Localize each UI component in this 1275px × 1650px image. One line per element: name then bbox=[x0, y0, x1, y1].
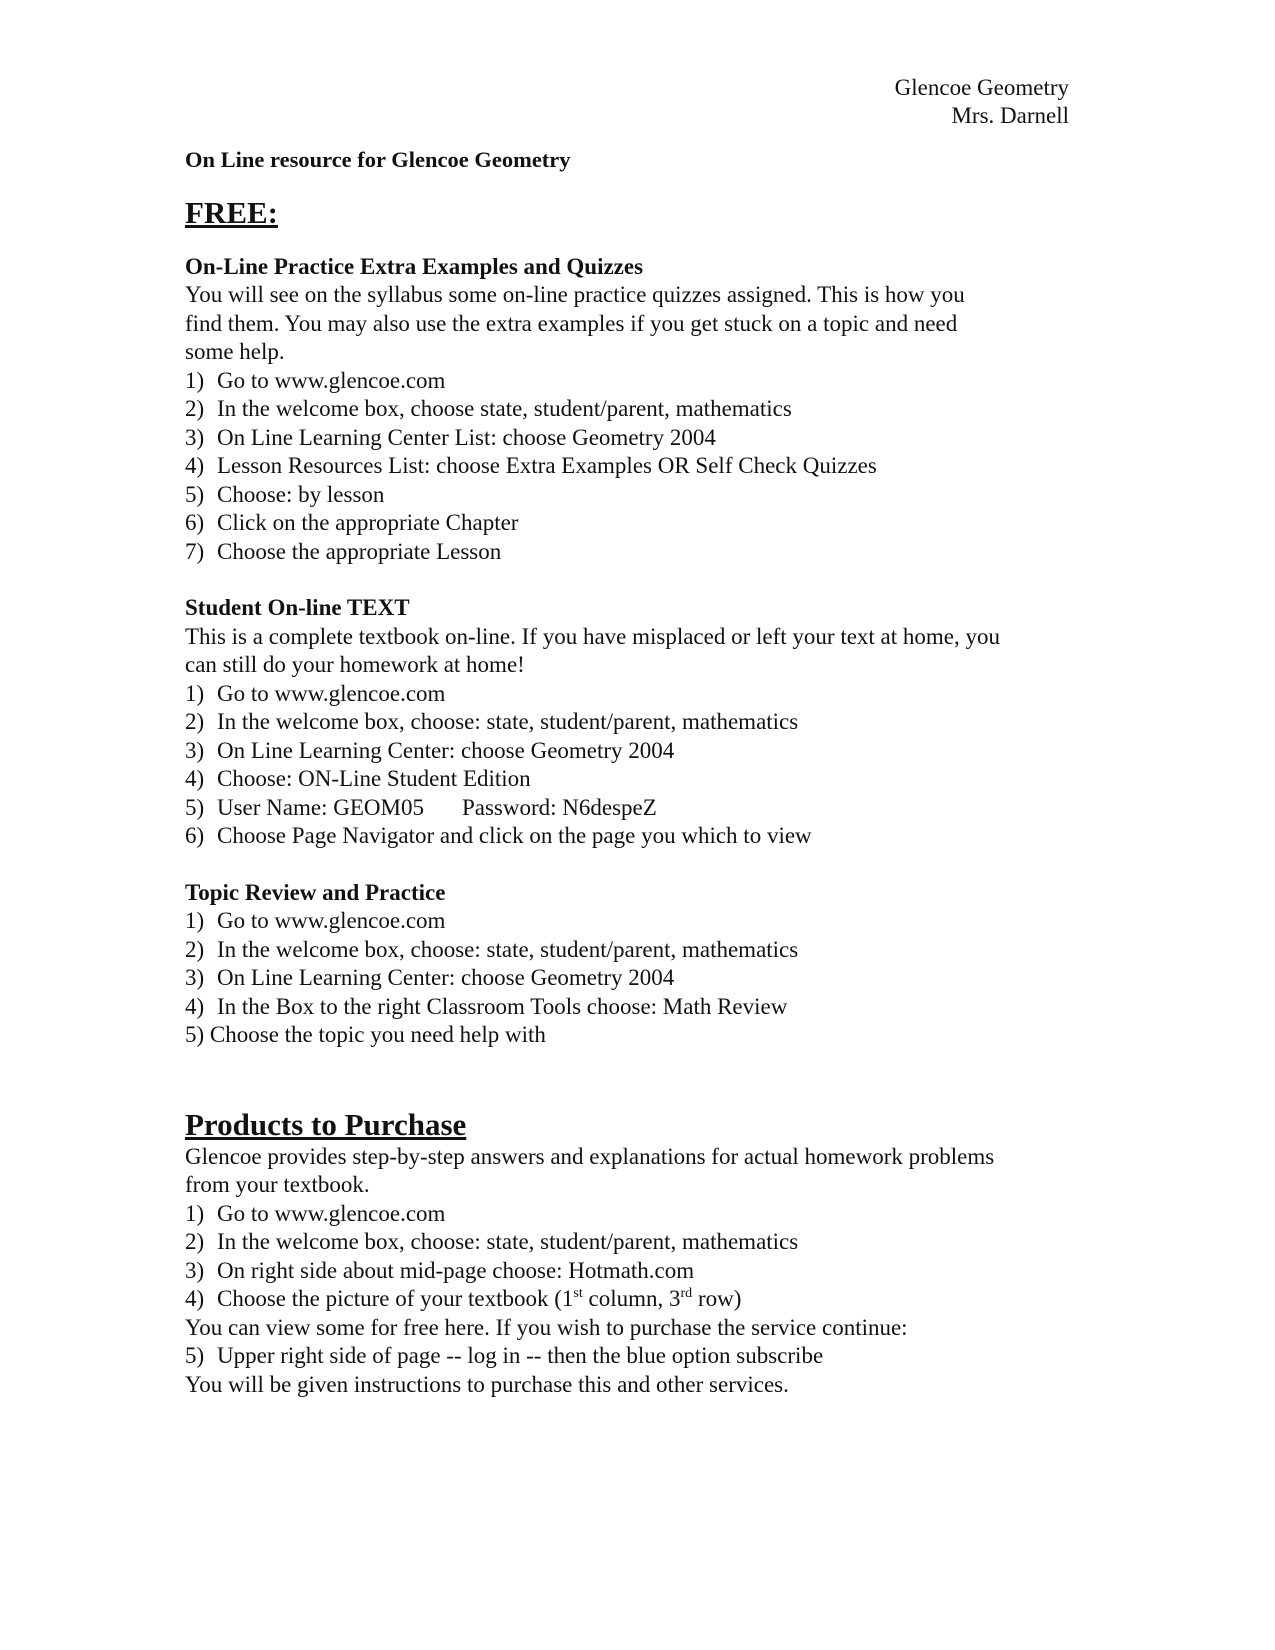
purchase-intro-line: Glencoe provides step-by-step answers and explanations for actual homework problems bbox=[185, 1143, 995, 1169]
step-number: 2) bbox=[185, 1229, 205, 1254]
step-text: Upper right side of page -- log in -- then the blue option subscribe bbox=[217, 1343, 824, 1368]
practice-section-title: On-Line Practice Extra Examples and Quizzes bbox=[185, 253, 644, 279]
view-free-note: You can view some for free here. If you wish to purchase the service continue: bbox=[185, 1314, 908, 1340]
list-item bbox=[185, 993, 1085, 1022]
step-text: Click on the appropriate Chapter bbox=[217, 510, 519, 535]
step-number: 4) bbox=[185, 993, 205, 1019]
closing-note: You will be given instructions to purchase this and other services. bbox=[185, 1371, 789, 1397]
step-text: Go to www.glencoe.com bbox=[217, 680, 446, 706]
topic-review-section-title: Topic Review and Practice bbox=[185, 879, 446, 905]
step-text: In the welcome box, choose: state, student/parent, mathematics bbox=[217, 1229, 799, 1254]
step-text: On Line Learning Center: choose Geometry 2004 bbox=[217, 737, 675, 763]
list-item bbox=[185, 1257, 1085, 1286]
list-item bbox=[185, 936, 1085, 965]
step-number: 2) bbox=[185, 396, 205, 421]
student-text-intro-line: This is a complete textbook on-line. If you have misplaced or left your text at home, you bbox=[185, 623, 1001, 649]
list-item bbox=[185, 737, 1085, 766]
list-item bbox=[185, 765, 1085, 794]
list-item bbox=[185, 509, 1085, 538]
header-course: Glencoe Geometry bbox=[894, 75, 1069, 100]
purchase-steps bbox=[185, 1200, 1085, 1314]
step-text: In the welcome box, choose: state, student/parent, mathematics bbox=[217, 936, 799, 962]
list-item bbox=[185, 1285, 1085, 1314]
step-text: In the welcome box, choose: state, student/parent, mathematics bbox=[217, 709, 799, 734]
list-item bbox=[185, 538, 1085, 567]
header-block bbox=[895, 74, 1069, 130]
step-number: 3) bbox=[185, 424, 205, 450]
step-text: In the welcome box, choose state, student/parent, mathematics bbox=[217, 396, 792, 421]
step-text: On Line Learning Center List: choose Geometry 2004 bbox=[217, 424, 716, 450]
student-text-section-title: Student On-line TEXT bbox=[185, 595, 410, 620]
step-number: 3) bbox=[185, 737, 205, 763]
step-text: Choose: ON-Line Student Edition bbox=[217, 766, 531, 791]
list-item bbox=[185, 481, 1085, 510]
step-number: 5) bbox=[185, 1343, 205, 1368]
step-text: Choose the appropriate Lesson bbox=[217, 538, 502, 564]
step-text: Go to www.glencoe.com bbox=[217, 1200, 446, 1226]
topic-review-steps bbox=[185, 907, 1085, 1021]
list-item bbox=[185, 367, 1085, 396]
step-text: Choose: by lesson bbox=[217, 481, 385, 507]
student-text-steps bbox=[185, 680, 1085, 851]
list-item bbox=[185, 1228, 1085, 1257]
list-item bbox=[185, 1342, 1085, 1371]
step-number: 4) bbox=[185, 1286, 205, 1311]
practice-intro-line: some help. bbox=[185, 339, 285, 364]
step-text: Choose the picture of your textbook (1 bbox=[217, 1286, 574, 1311]
purchase-intro-line: from your textbook. bbox=[185, 1172, 370, 1197]
superscript: rd bbox=[680, 1286, 693, 1301]
list-item bbox=[185, 452, 1085, 481]
password-text: Password: N6despeZ bbox=[461, 794, 657, 820]
step-number: 4) bbox=[185, 766, 205, 791]
step-number: 1) bbox=[185, 1200, 205, 1226]
document-body bbox=[185, 146, 1085, 1399]
username-text: User Name: GEOM05 bbox=[217, 794, 424, 820]
step-text: Choose Page Navigator and click on the page you which to view bbox=[217, 823, 812, 848]
free-heading: FREE: bbox=[185, 194, 278, 230]
step-number: 4) bbox=[185, 453, 205, 478]
step-number: 3) bbox=[185, 965, 205, 990]
topic-review-step-5: 5) Choose the topic you need help with bbox=[185, 1022, 546, 1047]
list-item bbox=[185, 424, 1085, 453]
step-text: On Line Learning Center: choose Geometry 2004 bbox=[217, 965, 675, 990]
list-item bbox=[185, 964, 1085, 993]
list-item bbox=[185, 822, 1085, 851]
step-number: 5) bbox=[185, 794, 205, 820]
practice-intro-line: find them. You may also use the extra examples if you get stuck on a topic and need bbox=[185, 310, 958, 336]
step-text: Go to www.glencoe.com bbox=[217, 908, 446, 933]
list-item bbox=[185, 794, 1085, 823]
step-number: 1) bbox=[185, 908, 205, 933]
step-text: In the Box to the right Classroom Tools choose: Math Review bbox=[217, 993, 788, 1019]
practice-intro-line: You will see on the syllabus some on-line practice quizzes assigned. This is how you bbox=[185, 282, 965, 307]
list-item bbox=[185, 395, 1085, 424]
step-text: row) bbox=[692, 1286, 742, 1311]
step-number: 1) bbox=[185, 367, 205, 393]
list-item bbox=[185, 907, 1085, 936]
list-item bbox=[185, 680, 1085, 709]
step-text: Go to www.glencoe.com bbox=[217, 367, 446, 393]
step-text: Lesson Resources List: choose Extra Examples OR Self Check Quizzes bbox=[217, 453, 877, 478]
student-text-intro-line: can still do your homework at home! bbox=[185, 652, 525, 677]
step-number: 2) bbox=[185, 709, 205, 734]
step-number: 6) bbox=[185, 510, 205, 535]
list-item bbox=[185, 1200, 1085, 1229]
step-text: On right side about mid-page choose: Hotmath.com bbox=[217, 1257, 695, 1283]
document-title: On Line resource for Glencoe Geometry bbox=[185, 147, 571, 172]
step-number: 3) bbox=[185, 1257, 205, 1283]
superscript: st bbox=[573, 1286, 583, 1301]
practice-steps bbox=[185, 367, 1085, 567]
header-teacher: Mrs. Darnell bbox=[951, 103, 1069, 128]
step-text: column, 3 bbox=[582, 1286, 681, 1311]
list-item bbox=[185, 708, 1085, 737]
step-number: 1) bbox=[185, 680, 205, 706]
step-number: 5) bbox=[185, 481, 205, 507]
step-number: 2) bbox=[185, 936, 205, 962]
purchase-heading: Products to Purchase bbox=[185, 1106, 467, 1142]
step-number: 7) bbox=[185, 538, 205, 564]
step-number: 6) bbox=[185, 823, 205, 848]
